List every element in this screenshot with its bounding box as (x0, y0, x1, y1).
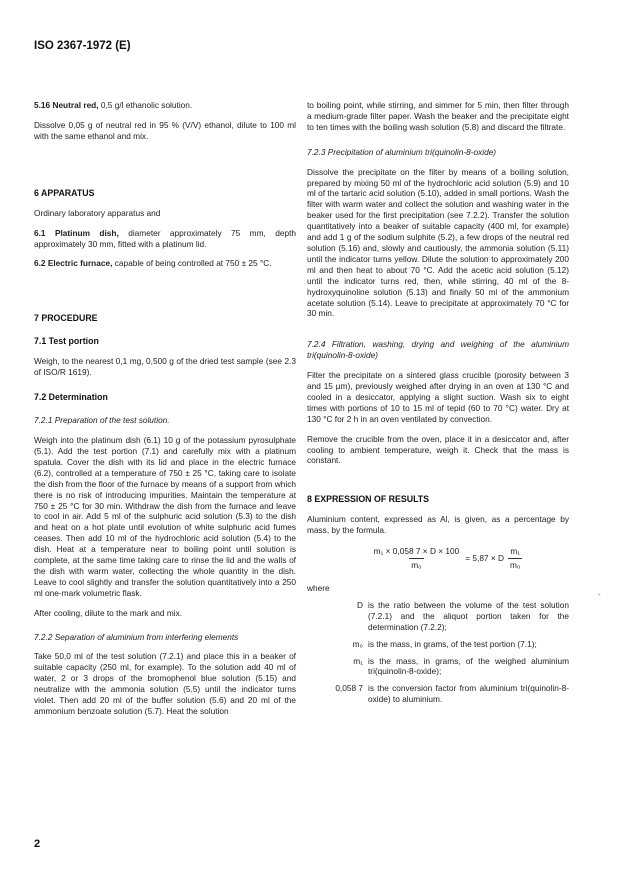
formula-equals: = 5,87 × D (465, 553, 504, 564)
section-7-2-1-text: Weigh into the platinum dish (6.1) 10 g of the potassium pyrosulphate (5.1). Add the test portion (7.1) and carefully mix with a platinum spatula. Cover the dish with its lid and place in the electric furnace (6.2), controlled at a temperature of 750 ± 25 °C, taking care to isolate the dish from the floor of the furnace by means of a support from which there is no risk of introducing impurities. Maintain the temperature at 750 ± 25 °C for 30 min. Withdraw the dish from the furnace and leave to cool in air. Add 5 ml of the sulphuric acid solution (5.3) to the dish and heat on a hot plate until evolution of white sulphuric acid fumes ceases. Then add 10 ml of the hydrochloric acid solution (5.4) to the dish. Heat at a temperature near to boiling point until solution is complete, at the same time taking care to rinse the lid and the walls of the dish with warm water, collecting the whole quantity in the dish. Leave to cool slightly and transfer the solution quantitatively into a 250 ml one-mark volumetric flask. (34, 435, 296, 598)
formula-denominator-2: m₀ (510, 560, 521, 571)
section-6-text: Ordinary laboratory apparatus and (34, 207, 161, 218)
section-6-1-text: diameter approximately 75 mm, depth approximately 30 mm, fitted with a platinum lid. (34, 227, 296, 249)
section-5-16-title-rest: 0,5 g/l ethanolic solution. (98, 100, 193, 110)
section-8-heading: 8 EXPRESSION OF RESULTS (307, 494, 430, 505)
margin-mark: - (598, 590, 601, 599)
section-7-2-1-heading: 7.2.1 Preparation of the test solution. (34, 415, 170, 426)
definition-text: is the mass, in grams, of the weighed aluminium tri(quinolin-8-oxide); (368, 655, 569, 677)
section-7-2-3-heading: 7.2.3 Precipitation of aluminium tri(quinolin-8-oxide) (307, 146, 497, 157)
definition-text: is the conversion factor from aluminium tri(quinolin-8-oxide) to aluminium. (368, 683, 569, 705)
section-7-2-2-continued: to boiling point, while stirring, and simmer for 5 min, then filter through a medium-grade filter paper. Wash the beaker and the precipitate eight to ten times with the boiling wash solution (5.8) and discard the filtrate. (307, 100, 569, 132)
section-7-2-4-text-2: Remove the crucible from the oven, place it in a desiccator and, after cooling to ambient temperature, weigh it. Check that the mass is constant. (307, 433, 569, 466)
section-7-1-heading: 7.1 Test portion (34, 336, 99, 347)
formula-denominator-1: m₀ (411, 560, 422, 571)
definition-text: is the mass, in grams, of the test portion (7.1); (368, 638, 537, 649)
section-6-2-title: 6.2 Electric furnace, (34, 258, 113, 269)
section-6-2-text: capable of being controlled at 750 ± 25 °C. (112, 258, 272, 269)
section-5-16-text: Dissolve 0,05 g of neutral red in 95 % (V/V) ethanol, dilute to 100 ml with the same ethanol and mix. (34, 119, 296, 141)
formula-fraction-1 (372, 546, 462, 571)
right-column (307, 100, 569, 705)
definition-symbol: D (357, 599, 363, 610)
section-6-2 (34, 258, 296, 269)
section-6-heading: 6 APPARATUS (34, 187, 95, 198)
formula-fraction-2 (508, 546, 522, 571)
formula-numerator-2: m₁ (510, 546, 521, 557)
definition-symbol: m₀ (352, 638, 363, 649)
section-7-2-4-text: Filter the precipitate on a sintered glass crucible (porosity between 3 and 15 µm), previously weighed after drying in an oven at 130 °C and cooled in a desiccator, applying a slight suction. Wash six to eight times with portions of 10 to 15 ml of tepid (60 to 70 °C) water. Dry at 130 °C for 2 h in an oven ventilated by convection. (307, 370, 569, 424)
aluminium-formula (325, 546, 569, 571)
section-7-1-text: Weigh, to the nearest 0,1 mg, 0,500 g of the dried test sample (see 2.3 of ISO/R 1619). (34, 356, 296, 378)
section-6-1 (34, 228, 296, 250)
formula-numerator-1: m₁ × 0,058 7 × D × 100 (373, 546, 460, 557)
section-7-2-2-heading: 7.2.2 Separation of aluminium from interfering elements (34, 631, 239, 642)
definition-d (307, 600, 569, 633)
definition-m0 (307, 639, 569, 650)
section-7-2-3-text: Dissolve the precipitate on the filter by means of a boiling solution, prepared by mixing 50 ml of the hydrochloric acid solution (5.9) and 10 ml of the tartaric acid solution (5.10), added in small portions. Wash the filter with warm water and collect the solution and washing water in the beaker used for the first precipitation (see 7.2.2). Transfer the solution quantitatively into a beaker of suitable capacity (400 ml, for example) and add 1 g of the sodium sulphite (5.2), a few drops of the neutral red solution (5.16) and, slowly and cautiously, the ammonia solution (5.11) until the indicator turns yellow. Dilute the solution to approximately 200 ml and then heat to about 70 °C. Add the acetic acid solution (5.12) until the indicator turns red, then, while stirring, 40 ml of the 8-hydroxyquinoline solution (5.13) and finally 50 ml of the ammonium acetate solution (5.14). Leave to precipitate at approximately 70 °C for 30 min. (307, 166, 569, 319)
section-7-2-2-text: Take 50,0 ml of the test solution (7.2.1) and place this in a beaker of suitable capacity (250 ml, for example). To the solution add 40 ml of water, 2 or 3 drops of the bromophenol blue solution (5.15) and neutralize with the ammonia solution (5.5) until the indicator turns violet. Then add 20 ml of the buffer solution (5.6) and 20 ml of the ammonium benzoate solution (5.7). Heat the solution (34, 651, 296, 716)
section-6-1-title: 6.1 Platinum dish, (34, 227, 119, 238)
document-header: ISO 2367-1972 (E) (34, 40, 131, 52)
page-number: 2 (34, 838, 41, 850)
section-5-16-title: 5.16 Neutral red, (34, 100, 99, 110)
section-7-2-heading: 7.2 Determination (34, 392, 108, 403)
definition-text: is the ratio between the volume of the test solution (7.2.1) and the aliquot portion taken for the determination (7.2.2); (368, 599, 569, 632)
where-label: where (307, 583, 330, 593)
definition-symbol: m₁ (353, 655, 363, 666)
section-5-16 (34, 100, 296, 111)
section-7-2-1-after: After cooling, dilute to the mark and mix. (34, 607, 183, 618)
definition-factor (307, 683, 569, 705)
left-column (34, 100, 296, 717)
definition-m1 (307, 656, 569, 678)
definition-symbol: 0,058 7 (335, 683, 363, 694)
section-8-text: Aluminium content, expressed as Al, is given, as a percentage by mass, by the formula. (307, 514, 569, 536)
section-7-2-4-heading: 7.2.4 Filtration, washing, drying and weighing of the aluminium tri(quinolin-8-oxide) (307, 339, 569, 361)
section-7-heading: 7 PROCEDURE (34, 313, 98, 324)
